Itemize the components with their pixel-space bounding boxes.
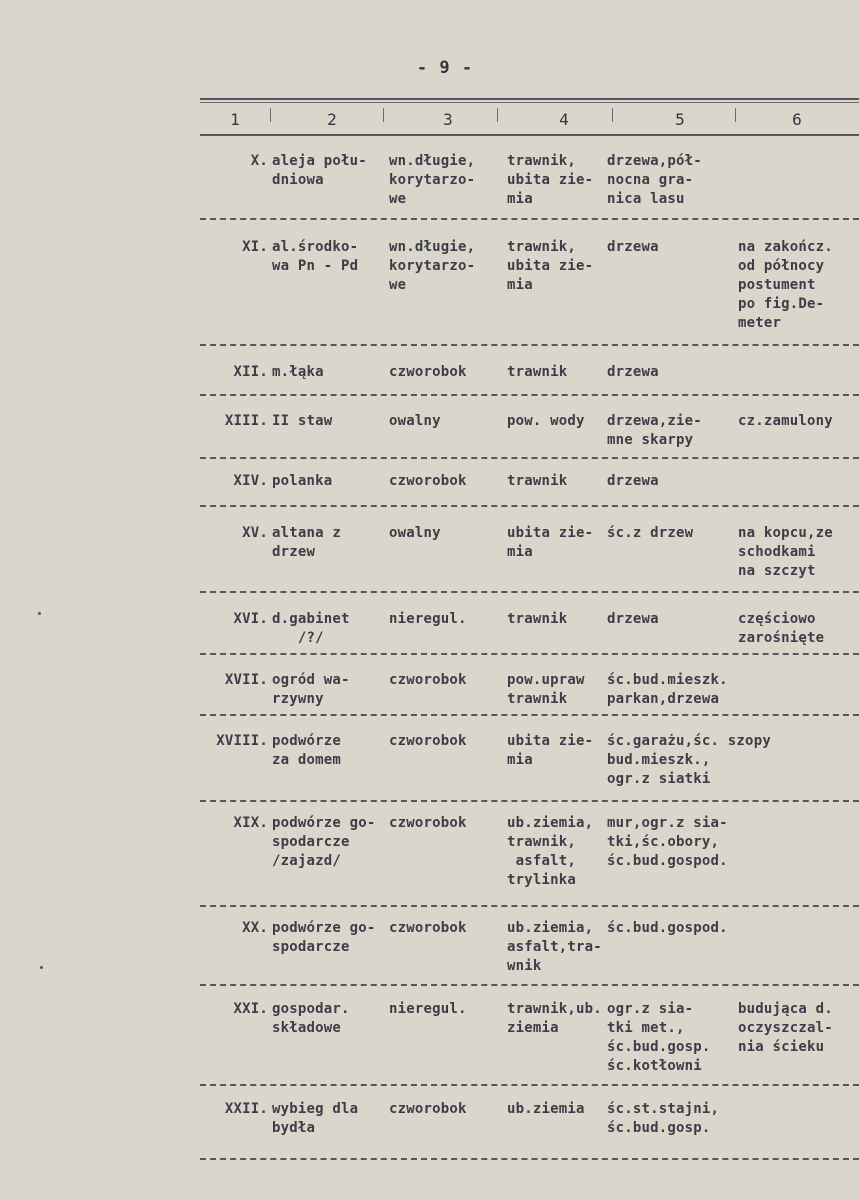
table-cell-col-3: wn.długie, korytarzo- we — [389, 153, 476, 207]
row-separator-rule — [200, 984, 859, 986]
table-cell-col-1: XVII. — [224, 672, 268, 688]
table-cell-col-5: śc.z drzew — [607, 525, 694, 541]
table-cell-col-1: XIII. — [224, 413, 268, 429]
table-cell-col-1: XIX. — [233, 815, 268, 831]
margin-dot — [40, 966, 43, 969]
table-cell-col-5: drzewa,pół- nocna gra- nica lasu — [607, 153, 702, 207]
col-header-2: 2 — [327, 110, 337, 129]
table-cell-col-3: czworobok — [389, 473, 467, 489]
table-cell-col-6: cz.zamulony — [738, 413, 833, 429]
table-cell-col-2: m.łąka — [272, 364, 324, 380]
table-cell-col-4: trawnik,ub. ziemia — [507, 1001, 602, 1036]
table-cell-col-3: wn.długie, korytarzo- we — [389, 239, 476, 293]
table-cell-col-3: czworobok — [389, 1101, 467, 1117]
row-separator-rule — [200, 394, 859, 396]
table-cell-col-5: drzewa,zie- mne skarpy — [607, 413, 702, 448]
table-cell-col-3: nieregul. — [389, 611, 467, 627]
table-cell-col-3: owalny — [389, 525, 441, 541]
col-header-3: 3 — [443, 110, 453, 129]
table-cell-col-5: ogr.z sia- tki met., śc.bud.gosp. śc.kotłowni — [607, 1001, 711, 1074]
table-cell-col-3: czworobok — [389, 733, 467, 749]
table-cell-col-4: ub.ziemia, trawnik, asfalt, trylinka — [507, 815, 594, 888]
table-cell-col-6: na zakończ. od północy postument po fig.De- meter — [738, 239, 833, 331]
col-divider — [383, 108, 384, 122]
row-separator-rule — [200, 1084, 859, 1086]
table-cell-col-4: ubita zie- mia — [507, 733, 594, 768]
row-separator-rule — [200, 1158, 859, 1160]
table-cell-col-3: owalny — [389, 413, 441, 429]
table-cell-col-5: drzewa — [607, 364, 659, 380]
table-cell-col-4: trawnik — [507, 473, 568, 489]
header-bottom-rule — [200, 134, 859, 136]
table-cell-col-5: drzewa — [607, 611, 659, 627]
col-header-5: 5 — [675, 110, 685, 129]
table-cell-col-6: na kopcu,ze schodkami na szczyt — [738, 525, 833, 579]
table-cell-col-1: XIV. — [233, 473, 268, 489]
row-separator-rule — [200, 714, 859, 716]
row-separator-rule — [200, 218, 859, 220]
table-cell-col-4: trawnik, ubita zie- mia — [507, 153, 594, 207]
table-cell-col-1: XVI. — [233, 611, 268, 627]
row-separator-rule — [200, 344, 859, 346]
table-cell-col-4: ub.ziemia, asfalt,tra- wnik — [507, 920, 602, 974]
row-separator-rule — [200, 905, 859, 907]
row-separator-rule — [200, 457, 859, 459]
table-cell-col-1: X. — [250, 153, 268, 169]
table-cell-col-1: XI. — [242, 239, 268, 255]
table-cell-col-2: wybieg dla bydła — [272, 1101, 359, 1136]
table-cell-col-4: trawnik, ubita zie- mia — [507, 239, 594, 293]
inventory-table — [200, 96, 859, 1166]
column-header-row — [200, 96, 859, 136]
table-cell-col-2: altana z drzew — [272, 525, 342, 560]
table-cell-col-2: polanka — [272, 473, 333, 489]
table-cell-col-5: śc.st.stajni, śc.bud.gosp. — [607, 1101, 720, 1136]
col-divider — [497, 108, 498, 122]
table-cell-col-1: XVIII. — [216, 733, 268, 749]
row-separator-rule — [200, 800, 859, 802]
table-cell-col-3: czworobok — [389, 815, 467, 831]
table-cell-col-3: czworobok — [389, 672, 467, 688]
table-cell-col-4: pow. wody — [507, 413, 585, 429]
table-cell-col-1: XXI. — [233, 1001, 268, 1017]
table-cell-col-5: śc.bud.mieszk. parkan,drzewa — [607, 672, 728, 707]
table-cell-col-2: gospodar. składowe — [272, 1001, 350, 1036]
table-cell-col-2: podwórze go- spodarcze /zajazd/ — [272, 815, 376, 869]
table-cell-col-3: nieregul. — [389, 1001, 467, 1017]
table-cell-col-4: ubita zie- mia — [507, 525, 594, 560]
col-header-6: 6 — [792, 110, 802, 129]
col-divider — [612, 108, 613, 122]
table-cell-col-5: drzewa — [607, 239, 659, 255]
table-cell-col-5: mur,ogr.z sia- tki,śc.obory, śc.bud.gospod. — [607, 815, 728, 869]
col-header-1: 1 — [230, 110, 240, 129]
row-separator-rule — [200, 653, 859, 655]
table-cell-col-2: aleja połu- dniowa — [272, 153, 367, 188]
table-cell-col-1: XX. — [242, 920, 268, 936]
table-cell-col-3: czworobok — [389, 364, 467, 380]
page-number: - 9 - — [416, 58, 474, 78]
table-cell-col-1: XV. — [242, 525, 268, 541]
row-separator-rule — [200, 505, 859, 507]
table-cell-col-1: XXII. — [224, 1101, 268, 1117]
table-cell-col-4: trawnik — [507, 611, 568, 627]
table-cell-col-3: czworobok — [389, 920, 467, 936]
table-cell-col-4: pow.upraw trawnik — [507, 672, 585, 707]
table-cell-col-1: XII. — [233, 364, 268, 380]
table-cell-col-4: trawnik — [507, 364, 568, 380]
table-cell-col-2: ogród wa- rzywny — [272, 672, 350, 707]
table-cell-col-2: podwórze za domem — [272, 733, 342, 768]
margin-dot — [38, 612, 41, 615]
table-cell-col-2: II staw — [272, 413, 333, 429]
table-cell-col-2: podwórze go- spodarcze — [272, 920, 376, 955]
col-divider — [735, 108, 736, 122]
row-separator-rule — [200, 591, 859, 593]
col-divider — [270, 108, 271, 122]
table-cell-col-6: częściowo zarośnięte — [738, 611, 825, 646]
table-cell-col-2: d.gabinet /?/ — [272, 611, 350, 646]
table-cell-col-6: budująca d. oczyszczal- nia ścieku — [738, 1001, 833, 1055]
table-cell-col-5: śc.bud.gospod. — [607, 920, 728, 936]
table-cell-col-5: śc.garażu,śc. szopy bud.mieszk., ogr.z siatki — [607, 733, 771, 787]
col-header-4: 4 — [559, 110, 569, 129]
table-cell-col-4: ub.ziemia — [507, 1101, 585, 1117]
table-cell-col-2: al.środko- wa Pn - Pd — [272, 239, 359, 274]
table-cell-col-5: drzewa — [607, 473, 659, 489]
